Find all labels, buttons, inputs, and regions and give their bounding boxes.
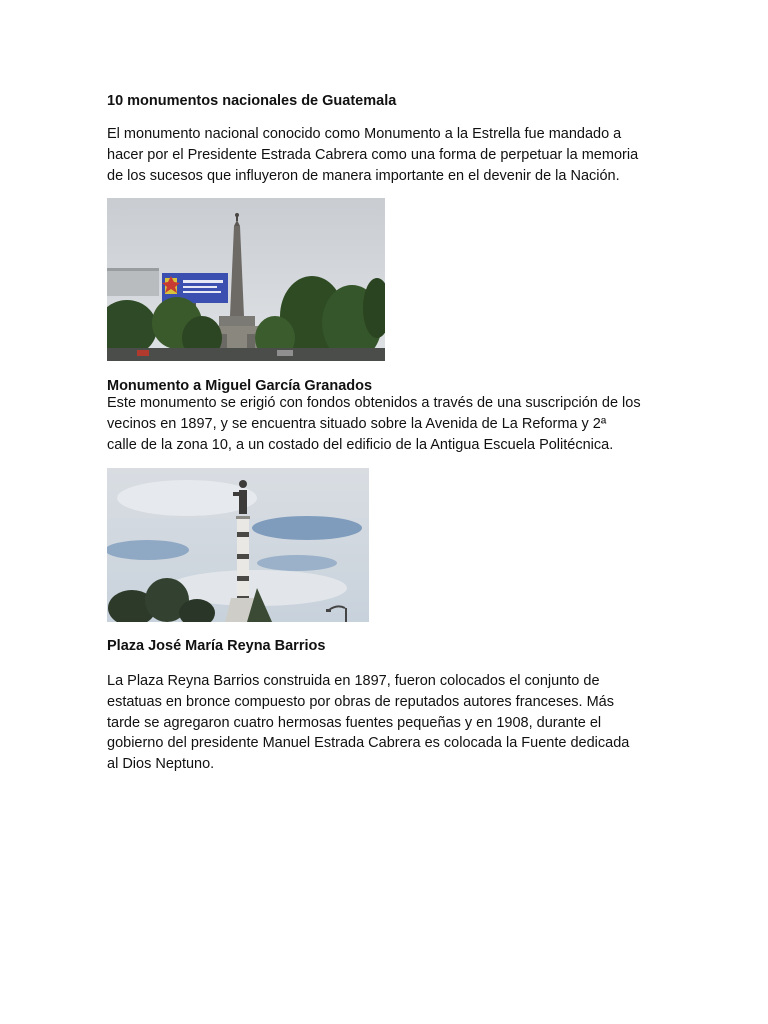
text-line: El monumento nacional conocido como Monumento a la Estrella fue mandado a bbox=[107, 126, 622, 142]
text-line: hacer por el Presidente Estrada Cabrera como una forma de perpetuar la memoria bbox=[107, 146, 639, 163]
text-line: de los sucesos que influyeron de manera importante en el devenir de la Nación. bbox=[107, 167, 620, 184]
text-line: Este monumento se erigió con fondos obtenidos a través de una suscripción de los bbox=[107, 395, 641, 411]
monumento-garcia-granados-photo bbox=[107, 468, 369, 622]
text-line: estatuas en bronce compuesto por obras de reputados autores franceses. Más bbox=[107, 693, 614, 710]
document-title: 10 monumentos nacionales de Guatemala bbox=[107, 93, 397, 109]
text-line: La Plaza Reyna Barrios construida en 1897, fueron colocados el conjunto de bbox=[107, 673, 600, 689]
section1-paragraph bbox=[107, 393, 667, 455]
section2-paragraph bbox=[107, 671, 667, 775]
text-line: gobierno del presidente Manuel Estrada Cabrera es colocada la Fuente dedicada bbox=[107, 735, 630, 752]
section1-heading: Monumento a Miguel García Granados bbox=[107, 378, 373, 394]
intro-paragraph bbox=[107, 124, 667, 186]
section2-heading: Plaza José María Reyna Barrios bbox=[107, 638, 326, 654]
text-line: vecinos en 1897, y se encuentra situado sobre la Avenida de La Reforma y 2ª bbox=[107, 415, 607, 432]
text-line: calle de la zona 10, a un costado del edificio de la Antigua Escuela Politécnica. bbox=[107, 436, 614, 453]
text-line: al Dios Neptuno. bbox=[107, 756, 215, 773]
text-line: tarde se agregaron cuatro hermosas fuentes pequeñas y en 1908, durante el bbox=[107, 714, 602, 731]
monumento-estrella-photo bbox=[107, 198, 385, 361]
